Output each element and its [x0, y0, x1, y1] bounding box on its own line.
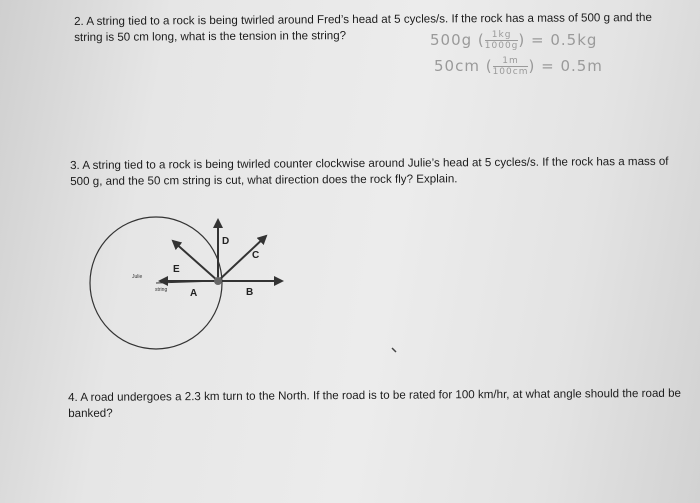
handwritten-length-conversion: 50cm ( $\frac{1m}{100cm}$ ) = 0.5m	[434, 56, 603, 77]
label-A: A	[190, 288, 198, 299]
rock-dot	[214, 277, 222, 285]
pen-mark	[392, 348, 396, 352]
label-julie: Julie	[132, 274, 143, 280]
label-E: E	[173, 264, 180, 275]
label-D: D	[222, 236, 230, 247]
handwritten-mass-conversion: 500g ( $\frac{1kg}{1000g}$ ) = 0.5kg	[430, 30, 598, 51]
label-string: string	[155, 287, 168, 293]
label-B: B	[246, 287, 254, 298]
label-C: C	[252, 250, 260, 261]
question-4: 4. A road undergoes a 2.3 km turn to the North. If the road is to be rated for 100 km/hr, at what angle should the road be banked?	[68, 386, 682, 420]
question-2: 2. A string tied to a rock is being twirled around Fred’s head at 5 cycles/s. If the rock has a mass of 500 g and the string is 50 cm long, what is the tension in the string?	[74, 10, 652, 44]
question-3: 3. A string tied to a rock is being twirled counter clockwise around Julie’s head at 5 cycles/s. If the rock has a mass of 500 g, and the 50 cm string is cut, what direction does the rock fly? Explain.	[70, 154, 669, 188]
